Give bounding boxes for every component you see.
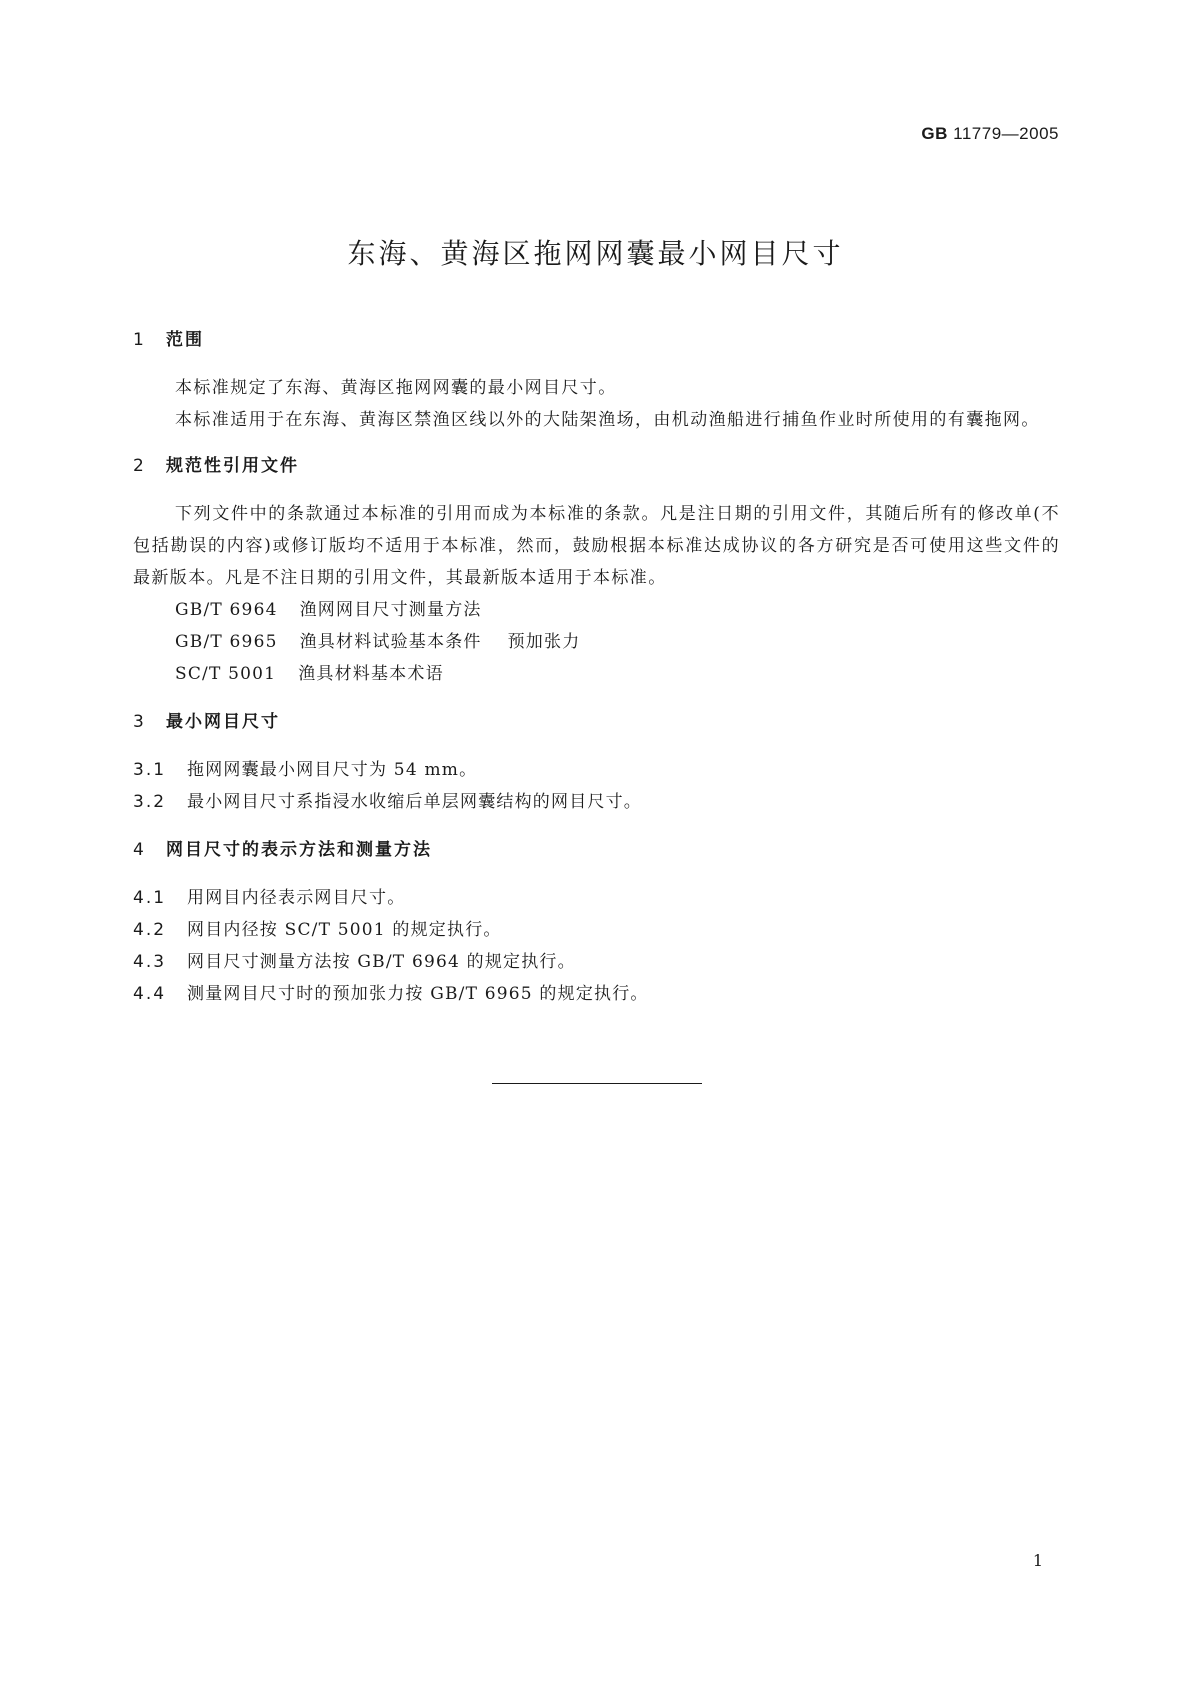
- clause-number: 4.1: [133, 888, 167, 908]
- clause: [133, 914, 1060, 946]
- clause: [133, 754, 1060, 786]
- section-title: 范围: [166, 330, 204, 350]
- clause-number: 3.2: [133, 792, 167, 812]
- section-title: 最小网目尺寸: [166, 712, 280, 732]
- reference-item: [133, 594, 1060, 626]
- page-number: 1: [1032, 1551, 1043, 1570]
- reference-title: 渔具材料基本术语: [298, 664, 444, 684]
- section-number: 4: [133, 840, 146, 860]
- clause-text: 最小网目尺寸系指浸水收缩后单层网囊结构的网目尺寸。: [187, 792, 642, 812]
- section-heading-scope: [133, 328, 1060, 352]
- reference-title: 渔网网目尺寸测量方法: [299, 600, 482, 620]
- clause-text: 网目内径按 SC/T 5001 的规定执行。: [187, 920, 502, 940]
- reference-title: 渔具材料试验基本条件: [299, 632, 482, 652]
- standard-code: [921, 124, 1059, 144]
- clause-number: 3.1: [133, 760, 167, 780]
- section-number: 1: [133, 330, 146, 350]
- section-number: 2: [133, 456, 146, 476]
- clause-text: 用网目内径表示网目尺寸。: [187, 888, 406, 908]
- paragraph: 本标准适用于在东海、黄海区禁渔区线以外的大陆架渔场，由机动渔船进行捕鱼作业时所使用的有囊拖网。: [175, 410, 1040, 430]
- section-number: 3: [133, 712, 146, 732]
- clause-number: 4.2: [133, 920, 167, 940]
- clause: [133, 978, 1060, 1010]
- clause: [133, 882, 1060, 914]
- section-heading-measurement-methods: [133, 838, 1060, 862]
- section-title: 规范性引用文件: [166, 456, 299, 476]
- section-title: 网目尺寸的表示方法和测量方法: [166, 840, 432, 860]
- paragraph: 下列文件中的条款通过本标准的引用而成为本标准的条款。凡是注日期的引用文件，其随后所有的修改单(不包括勘误的内容)或修订版均不适用于本标准，然而，鼓励根据本标准达成协议的各方研究是否可使用这些文件的最新版本。凡是不注日期的引用文件，其最新版本适用于本标准。: [133, 504, 1060, 588]
- reference-item: [133, 658, 1060, 690]
- reference-code: GB/T 6965: [175, 632, 278, 652]
- clause-text: 测量网目尺寸时的预加张力按 GB/T 6965 的规定执行。: [187, 984, 649, 1004]
- standard-code-prefix: GB: [921, 124, 948, 143]
- reference-subtitle: 预加张力: [507, 632, 581, 652]
- clause: [133, 786, 1060, 818]
- document-body: [133, 328, 1060, 1010]
- clause: [133, 946, 1060, 978]
- standard-code-number: 11779—2005: [953, 124, 1059, 143]
- reference-item: [133, 626, 1060, 658]
- clause-number: 4.4: [133, 984, 167, 1004]
- reference-code: SC/T 5001: [175, 664, 277, 684]
- clause-text: 拖网网囊最小网目尺寸为 54 mm。: [187, 760, 478, 780]
- reference-code: GB/T 6964: [175, 600, 278, 620]
- document-title: 东海、黄海区拖网网囊最小网目尺寸: [347, 237, 844, 270]
- end-of-standard-rule: [492, 1083, 702, 1084]
- paragraph: 本标准规定了东海、黄海区拖网网囊的最小网目尺寸。: [175, 378, 617, 398]
- clause-text: 网目尺寸测量方法按 GB/T 6964 的规定执行。: [187, 952, 576, 972]
- clause-number: 4.3: [133, 952, 167, 972]
- section-heading-minimum-mesh-size: [133, 710, 1060, 734]
- section-heading-normative-references: [133, 454, 1060, 478]
